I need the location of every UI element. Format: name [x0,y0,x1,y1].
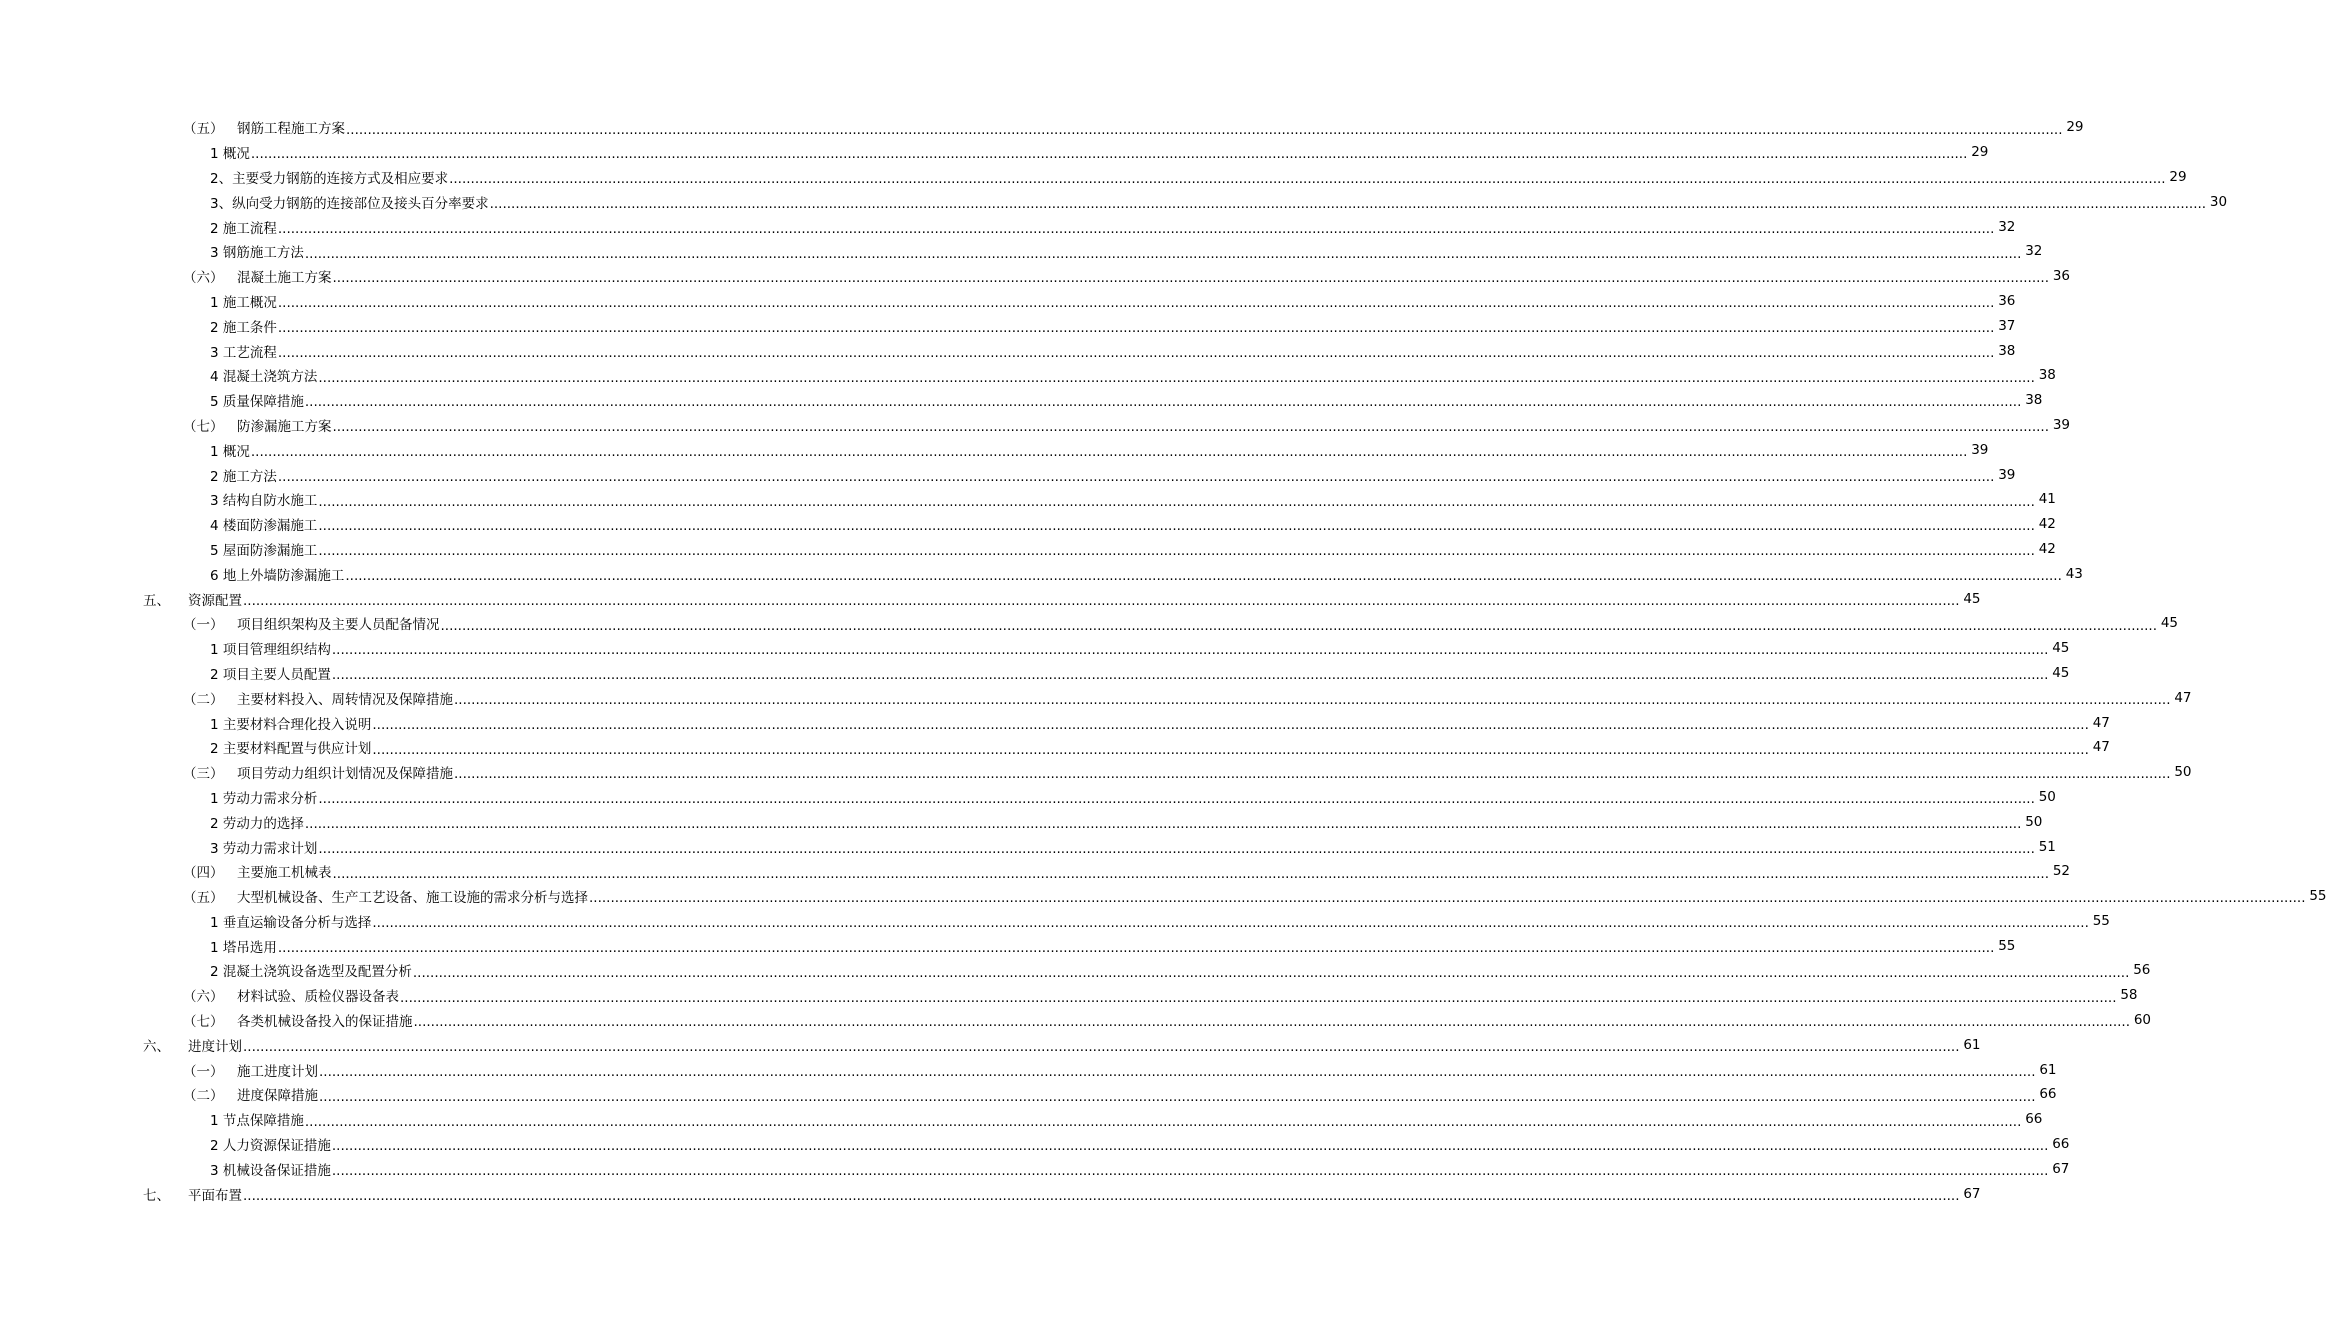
toc-entry[interactable] [0,661,2070,686]
toc-entry[interactable] [0,561,2083,586]
toc-entry-title: 钢筋工程施工方案 [237,121,345,138]
toc-entry-page-number: 60 [2133,1012,2152,1029]
dot-leader: ................................................................................................................................................................................................................................................................................................................................................................................................................ [372,741,2089,758]
toc-entry-title: 3 劳动力需求计划 [210,840,318,857]
toc-entry-page-number: 67 [1963,1185,1981,1202]
toc-entry-number: （一） [183,617,224,634]
toc-entry-title: 2 项目主要人员配置 [210,666,331,683]
toc-entry[interactable] [0,313,2016,338]
dot-leader: ................................................................................................................................................................................................................................................................................................................................................................................................................ [243,1187,1960,1204]
dot-leader: ................................................................................................................................................................................................................................................................................................................................................................................................................ [318,518,2035,535]
toc-entry[interactable] [0,165,2187,190]
toc-entry-page-number: 39 [2052,416,2071,433]
toc-entry-page-number: 29 [2169,168,2187,185]
toc-entry-number: （四） [183,865,224,882]
dot-leader: ................................................................................................................................................................................................................................................................................................................................................................................................................ [372,915,2089,932]
toc-entry[interactable] [0,636,2070,661]
toc-entry-title: 主要材料投入、周转情况及保障措施 [237,691,453,708]
toc-entry-title: 2 劳动力的选择 [210,815,304,832]
toc-entry-page-number: 32 [1998,218,2016,235]
toc-entry[interactable] [0,437,1989,462]
toc-entry-title: 3 工艺流程 [210,344,277,361]
toc-entry[interactable] [0,1156,2070,1181]
toc-entry[interactable] [0,1008,2152,1033]
toc-entry-page-number: 58 [2120,987,2138,1004]
toc-entry-title: 资源配置 [188,592,242,609]
toc-entry-title: 1 劳动力需求分析 [210,790,318,807]
dot-leader: ................................................................................................................................................................................................................................................................................................................................................................................................................ [319,1063,2036,1080]
toc-entry-number: 七、 [143,1187,170,1204]
dot-leader: ................................................................................................................................................................................................................................................................................................................................................................................................................ [318,543,2035,560]
toc-entry-number: （一） [183,1063,224,1080]
toc-entry-page-number: 66 [2025,1111,2043,1128]
toc-entry[interactable] [0,214,2016,239]
toc-entry[interactable] [0,1032,1981,1057]
toc-entry[interactable] [0,859,2071,884]
toc-entry-page-number: 56 [2133,962,2151,979]
dot-leader: ................................................................................................................................................................................................................................................................................................................................................................................................................ [413,1014,2131,1031]
toc-entry-title: 2 施工条件 [210,319,277,336]
toc-entry-page-number: 43 [2065,565,2083,582]
dot-leader: ................................................................................................................................................................................................................................................................................................................................................................................................................ [346,121,2063,138]
dot-leader: ................................................................................................................................................................................................................................................................................................................................................................................................................ [304,245,2022,262]
toc-entry[interactable] [0,537,2056,562]
toc-entry-title: 防渗漏施工方案 [237,418,332,435]
dot-leader: ................................................................................................................................................................................................................................................................................................................................................................................................................ [250,146,1968,163]
toc-entry-page-number: 50 [2025,813,2043,830]
dot-leader: ................................................................................................................................................................................................................................................................................................................................................................................................................ [589,890,2306,907]
dot-leader: ................................................................................................................................................................................................................................................................................................................................................................................................................ [277,468,1995,485]
toc-entry-title: 1 项目管理组织结构 [210,642,331,659]
toc-entry[interactable] [0,884,2327,909]
table-of-contents [0,115,2327,1206]
toc-entry[interactable] [0,760,2192,785]
toc-entry-page-number: 61 [1963,1036,1981,1053]
dot-leader: ................................................................................................................................................................................................................................................................................................................................................................................................................ [440,617,2158,634]
dot-leader: ................................................................................................................................................................................................................................................................................................................................................................................................................ [318,840,2035,857]
dot-leader: ................................................................................................................................................................................................................................................................................................................................................................................................................ [277,344,1995,361]
toc-entry-page-number: 42 [2038,516,2056,533]
toc-entry[interactable] [0,983,2138,1008]
toc-entry[interactable] [0,958,2151,983]
toc-entry-title: 1 塔吊选用 [210,939,277,956]
toc-entry-number: （六） [183,989,224,1006]
dot-leader: ................................................................................................................................................................................................................................................................................................................................................................................................................ [372,716,2089,733]
dot-leader: ................................................................................................................................................................................................................................................................................................................................................................................................................ [243,592,1960,609]
dot-leader: ................................................................................................................................................................................................................................................................................................................................................................................................................ [250,444,1968,460]
toc-entry-page-number: 42 [2038,540,2056,557]
toc-entry-number: 六、 [143,1038,170,1055]
dot-leader: ................................................................................................................................................................................................................................................................................................................................................................................................................ [331,667,2049,684]
toc-entry-title: 大型机械设备、生产工艺设备、施工设施的需求分析与选择 [237,890,588,907]
toc-entry-page-number: 37 [1998,317,2016,334]
toc-entry-number: 五、 [143,592,170,609]
toc-entry-title: 材料试验、质检仪器设备表 [237,989,399,1006]
toc-entry-page-number: 51 [2038,838,2056,855]
dot-leader: ................................................................................................................................................................................................................................................................................................................................................................................................................ [331,1138,2049,1155]
dot-leader: ................................................................................................................................................................................................................................................................................................................................................................................................................ [304,394,2022,411]
dot-leader: ................................................................................................................................................................................................................................................................................................................................................................................................................ [304,1113,2022,1130]
dot-leader: ................................................................................................................................................................................................................................................................................................................................................................................................................ [304,815,2022,832]
toc-entry-title: 主要施工机械表 [237,865,332,882]
toc-entry[interactable] [0,289,2016,314]
dot-leader: ................................................................................................................................................................................................................................................................................................................................................................................................................ [345,567,2062,584]
toc-entry-page-number: 66 [2039,1086,2057,1103]
toc-entry[interactable] [0,685,2192,710]
dot-leader: ................................................................................................................................................................................................................................................................................................................................................................................................................ [243,1039,1960,1056]
toc-entry[interactable] [0,487,2056,512]
toc-entry-title: 混凝土施工方案 [237,270,332,287]
toc-entry-page-number: 66 [2052,1136,2070,1153]
dot-leader: ................................................................................................................................................................................................................................................................................................................................................................................................................ [331,642,2049,659]
toc-entry[interactable] [0,363,2056,388]
toc-entry-number: （六） [183,270,224,287]
toc-entry[interactable] [0,1181,1981,1206]
toc-entry-title: 3 结构自防水施工 [210,493,318,510]
toc-entry-page-number: 61 [2039,1061,2057,1078]
toc-entry[interactable] [0,239,2043,264]
toc-entry-title: 1 施工概况 [210,294,277,311]
toc-entry[interactable] [0,809,2043,834]
dot-leader: ................................................................................................................................................................................................................................................................................................................................................................................................................ [332,270,2050,287]
toc-entry-title: 1 概况 [210,443,250,460]
toc-entry-title: 1 主要材料合理化投入说明 [210,716,372,733]
toc-entry-title: 项目劳动力组织计划情况及保障措施 [237,766,453,783]
toc-entry-title: 5 质量保障措施 [210,394,304,411]
dot-leader: ................................................................................................................................................................................................................................................................................................................................................................................................................ [332,419,2050,436]
toc-entry-title: 3、纵向受力钢筋的连接部位及接头百分率要求 [210,195,489,212]
dot-leader: ................................................................................................................................................................................................................................................................................................................................................................................................................ [331,1163,2049,1180]
toc-entry-title: 施工进度计划 [237,1063,318,1080]
dot-leader: ................................................................................................................................................................................................................................................................................................................................................................................................................ [449,171,2166,188]
toc-entry-title: 5 屋面防渗漏施工 [210,542,318,559]
toc-entry-title: 2 施工方法 [210,468,277,485]
toc-entry[interactable] [0,710,2110,735]
toc-entry-title: 6 地上外墙防渗漏施工 [210,567,345,584]
dot-leader: ................................................................................................................................................................................................................................................................................................................................................................................................................ [412,964,2130,981]
toc-entry-page-number: 47 [2092,714,2110,731]
toc-entry-page-number: 52 [2052,863,2071,880]
toc-entry-page-number: 38 [2025,392,2043,409]
toc-entry[interactable] [0,338,2016,363]
toc-entry[interactable] [0,1082,2057,1107]
toc-entry-number: （五） [183,121,224,138]
toc-entry-page-number: 45 [1963,590,1981,607]
toc-entry-number: （五） [183,890,224,907]
dot-leader: ................................................................................................................................................................................................................................................................................................................................................................................................................ [454,766,2171,783]
dot-leader: ................................................................................................................................................................................................................................................................................................................................................................................................................ [319,1088,2036,1105]
toc-entry-page-number: 45 [2160,615,2179,632]
toc-entry-page-number: 47 [2174,689,2192,706]
toc-entry-title: 1 垂直运输设备分析与选择 [210,914,372,931]
toc-entry-page-number: 39 [1998,466,2016,483]
toc-entry-page-number: 67 [2052,1160,2070,1177]
toc-entry-title: 1 节点保障措施 [210,1113,304,1130]
dot-leader: ................................................................................................................................................................................................................................................................................................................................................................................................................ [318,791,2035,808]
toc-entry-page-number: 36 [2052,268,2071,285]
toc-entry-page-number: 50 [2174,764,2192,781]
toc-entry[interactable] [0,388,2043,413]
toc-entry[interactable] [0,735,2110,760]
toc-entry[interactable] [0,512,2056,537]
dot-leader: ................................................................................................................................................................................................................................................................................................................................................................................................................ [454,691,2171,708]
dot-leader: ................................................................................................................................................................................................................................................................................................................................................................................................................ [400,989,2117,1006]
toc-entry-title: 2 人力资源保证措施 [210,1138,331,1155]
toc-entry-page-number: 29 [2066,119,2084,136]
dot-leader: ................................................................................................................................................................................................................................................................................................................................................................................................................ [318,493,2035,510]
toc-entry[interactable] [0,115,2084,140]
toc-entry-page-number: 41 [2038,491,2056,508]
toc-entry[interactable] [0,909,2110,934]
toc-entry-page-number: 32 [2025,243,2043,260]
dot-leader: ................................................................................................................................................................................................................................................................................................................................................................................................................ [489,196,2207,213]
toc-entry-title: 项目组织架构及主要人员配备情况 [237,617,440,634]
toc-entry-page-number: 47 [2092,739,2110,756]
toc-entry[interactable] [0,189,2228,214]
toc-entry[interactable] [0,1057,2057,1082]
dot-leader: ................................................................................................................................................................................................................................................................................................................................................................................................................ [277,295,1995,312]
dot-leader: ................................................................................................................................................................................................................................................................................................................................................................................................................ [332,865,2050,882]
toc-entry-page-number: 55 [2309,888,2327,905]
toc-entry-title: 3 机械设备保证措施 [210,1162,331,1179]
toc-entry-title: 各类机械设备投入的保证措施 [237,1014,413,1031]
toc-entry-page-number: 39 [1971,441,1989,458]
toc-entry-title: 1 概况 [210,146,250,163]
toc-entry-title: 2 施工流程 [210,220,277,237]
toc-entry[interactable] [0,140,1989,165]
toc-entry-number: （三） [183,766,224,783]
dot-leader: ................................................................................................................................................................................................................................................................................................................................................................................................................ [318,369,2035,386]
toc-entry-page-number: 50 [2038,788,2056,805]
toc-entry-page-number: 55 [2092,912,2110,929]
toc-entry-title: 进度保障措施 [237,1088,318,1105]
toc-entry-number: （七） [183,418,224,435]
toc-entry-page-number: 45 [2052,664,2070,681]
toc-entry-title: 3 钢筋施工方法 [210,245,304,262]
toc-entry[interactable] [0,611,2179,636]
toc-entry-page-number: 29 [1971,144,1989,161]
toc-entry[interactable] [0,785,2056,810]
toc-entry-title: 2 混凝土浇筑设备选型及配置分析 [210,964,412,981]
toc-entry-page-number: 36 [1998,292,2016,309]
toc-entry[interactable] [0,462,2016,487]
toc-entry[interactable] [0,264,2071,289]
toc-entry-number: （二） [183,1088,224,1105]
toc-entry-title: 2、主要受力钢筋的连接方式及相应要求 [210,170,449,187]
toc-entry[interactable] [0,586,1981,611]
dot-leader: ................................................................................................................................................................................................................................................................................................................................................................................................................ [277,320,1995,337]
toc-entry-number: （二） [183,691,224,708]
dot-leader: ................................................................................................................................................................................................................................................................................................................................................................................................................ [277,939,1995,956]
toc-entry[interactable] [0,413,2071,438]
toc-entry-page-number: 38 [2038,367,2056,384]
toc-entry-page-number: 38 [1998,342,2016,359]
toc-entry[interactable] [0,1107,2043,1132]
toc-entry[interactable] [0,933,2016,958]
toc-entry-page-number: 55 [1998,937,2016,954]
toc-entry-title: 2 主要材料配置与供应计划 [210,741,372,758]
toc-entry-page-number: 30 [2209,193,2228,210]
toc-entry[interactable] [0,1132,2070,1157]
dot-leader: ................................................................................................................................................................................................................................................................................................................................................................................................................ [277,220,1995,237]
toc-entry-title: 4 混凝土浇筑方法 [210,369,318,386]
toc-entry-number: （七） [183,1014,224,1031]
toc-entry-title: 平面布置 [188,1187,242,1204]
toc-entry-title: 进度计划 [188,1038,242,1055]
toc-entry-page-number: 45 [2052,640,2070,657]
toc-entry-title: 4 楼面防渗漏施工 [210,518,318,535]
toc-entry[interactable] [0,834,2056,859]
